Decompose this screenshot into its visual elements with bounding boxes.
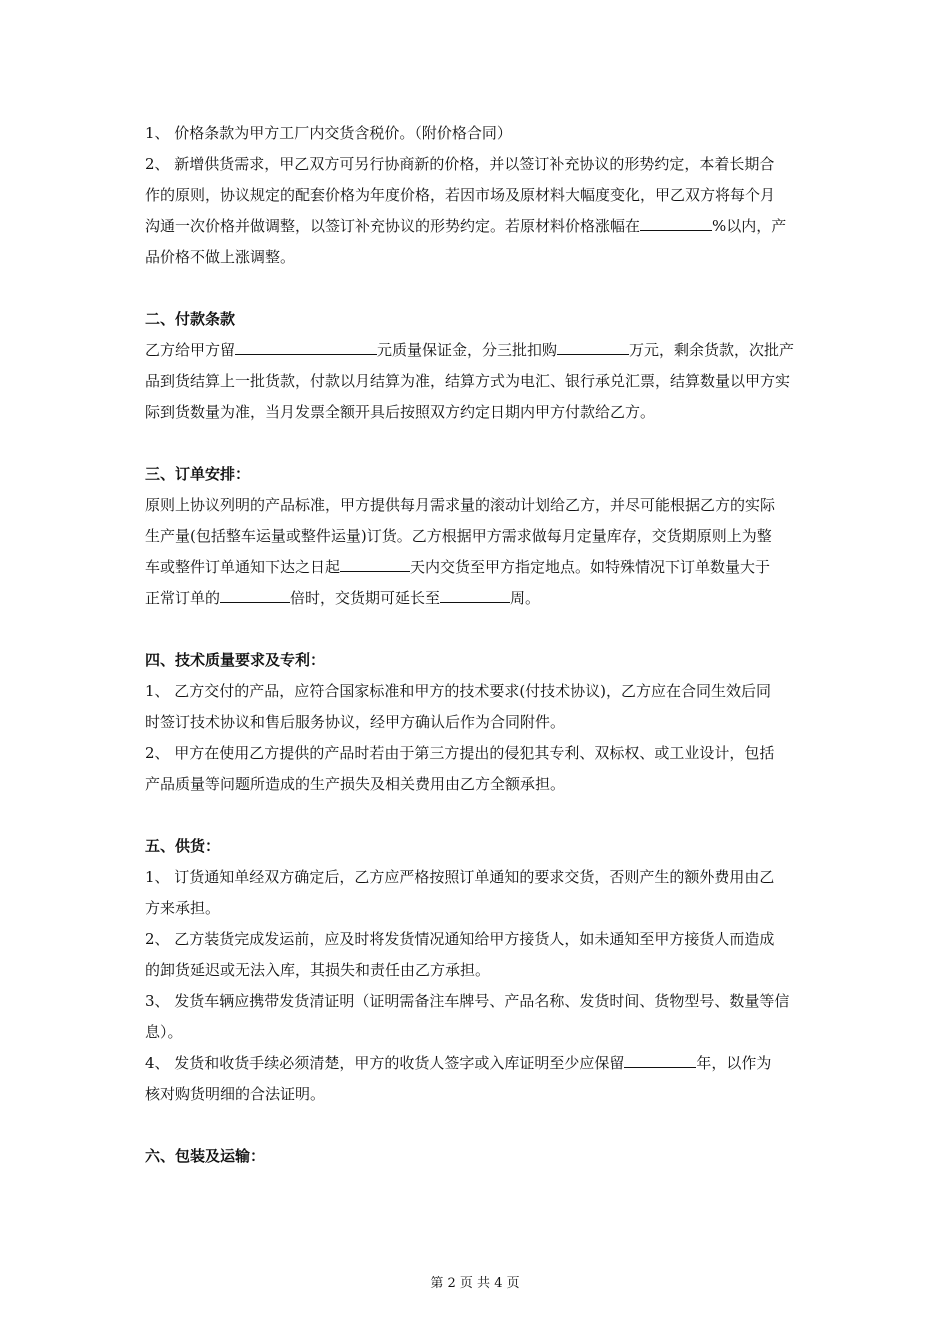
sec3-line1: 原则上协议列明的产品标准，甲方提供每月需求量的滚动计划给乙方，并尽可能根据乙方的实际	[145, 496, 776, 514]
sec4-p1-line1: 1、 乙方交付的产品，应符合国家标准和甲方的技术要求(付技术协议)，乙方应在合同生效后同	[145, 682, 772, 700]
text-fragment: 天内交货至甲方指定地点。如特殊情况下订单数量大于	[410, 558, 771, 576]
fill-blank-multiple[interactable]	[220, 585, 290, 603]
section-heading-orders: 三、订单安排：	[145, 465, 251, 483]
fill-blank-percent[interactable]	[640, 213, 712, 231]
sec1-p1-line1: 1、 价格条款为甲方工厂内交货含税价。（附价格合同）	[145, 124, 512, 142]
sec1-p2-line1: 2、 新增供货需求，甲乙双方可另行协商新的价格，并以签订补充协议的形势约定，本着长期合	[145, 155, 775, 173]
fill-blank-deposit[interactable]	[235, 337, 377, 355]
section-heading-quality: 四、技术质量要求及专利：	[145, 651, 326, 669]
section-heading-supply: 五、供货：	[145, 837, 221, 855]
fill-blank-years[interactable]	[624, 1050, 696, 1068]
text-fragment: 周。	[510, 589, 541, 607]
sec5-p3-line1: 3、 发货车辆应携带发货清证明（证明需备注车牌号、产品名称、发货时间、货物型号、数量等信	[145, 992, 790, 1010]
sec1-p2-line3	[145, 211, 810, 242]
sec5-p1-line2: 方来承担。	[145, 899, 221, 917]
sec5-p4-line1	[145, 1048, 810, 1079]
text-fragment: 沟通一次价格并做调整，以签订补充协议的形势约定。若原材料价格涨幅在	[145, 217, 641, 235]
sec3-line3	[145, 552, 810, 583]
sec3-line2: 生产量(包括整车运量或整件运量)订货。乙方根据甲方需求做每月定量库存，交货期原则上为整	[145, 527, 772, 545]
fill-blank-deduction[interactable]	[557, 337, 629, 355]
text-fragment: %以内，产	[712, 217, 787, 235]
text-fragment: 4、 发货和收货手续必须清楚，甲方的收货人签字或入库证明至少应保留	[145, 1054, 625, 1072]
sec2-line1	[145, 335, 810, 366]
sec5-p4-line2: 核对购货明细的合法证明。	[145, 1085, 326, 1103]
fill-blank-weeks[interactable]	[440, 585, 510, 603]
section-heading-payment: 二、付款条款	[145, 310, 236, 328]
sec4-p1-line2: 时签订技术协议和售后服务协议，经甲方确认后作为合同附件。	[145, 713, 566, 731]
sec3-line4	[145, 583, 810, 614]
text-fragment: 正常订单的	[145, 589, 221, 607]
fill-blank-days[interactable]	[340, 554, 410, 572]
text-fragment: 乙方给甲方留	[145, 341, 236, 359]
text-fragment: 元质量保证金，分三批扣购	[377, 341, 558, 359]
sec4-p2-line1: 2、 甲方在使用乙方提供的产品时若由于第三方提出的侵犯其专利、双标权、或工业设计，包括	[145, 744, 775, 762]
sec5-p1-line1: 1、 订货通知单经双方确定后，乙方应严格按照订单通知的要求交货，否则产生的额外费用由乙	[145, 868, 775, 886]
text-fragment: 倍时，交货期可延长至	[290, 589, 441, 607]
text-fragment: 车或整件订单通知下达之日起	[145, 558, 341, 576]
sec1-p2-line2: 作的原则，协议规定的配套价格为年度价格，若因市场及原材料大幅度变化，甲乙双方将每个月	[145, 186, 776, 204]
sec5-p2-line1: 2、 乙方装货完成发运前，应及时将发货情况通知给甲方接货人，如未通知至甲方接货人而造成	[145, 930, 775, 948]
sec4-p2-line2: 产品质量等问题所造成的生产损失及相关费用由乙方全额承担。	[145, 775, 566, 793]
page-footer: 第 2 页 共 4 页	[430, 1276, 520, 1291]
sec1-p2-line4: 品价格不做上涨调整。	[145, 248, 296, 266]
text-fragment: 万元，剩余货款，次批产	[629, 341, 795, 359]
sec5-p3-line2: 息）。	[145, 1023, 183, 1041]
sec2-line2: 品到货结算上一批货款，付款以月结算为准，结算方式为电汇、银行承兑汇票，结算数量以甲方实	[145, 372, 791, 390]
sec5-p2-line2: 的卸货延迟或无法入库，其损失和责任由乙方承担。	[145, 961, 491, 979]
sec2-line3: 际到货数量为准，当月发票全额开具后按照双方约定日期内甲方付款给乙方。	[145, 403, 656, 421]
text-fragment: 年，以作为	[696, 1054, 772, 1072]
document-body	[145, 118, 810, 1172]
section-heading-packaging: 六、包装及运输：	[145, 1147, 266, 1165]
